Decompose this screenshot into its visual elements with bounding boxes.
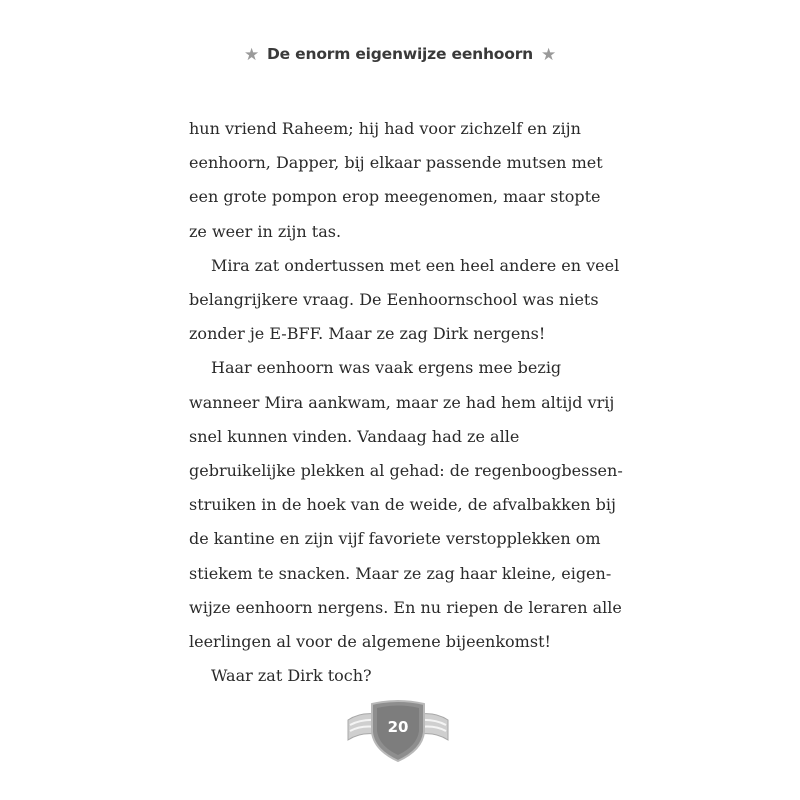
text-line: stiekem te snacken. Maar ze zag haar kleine, eigen- (189, 563, 612, 583)
text-line: hun vriend Raheem; hij had voor zichzelf en zijn (189, 119, 581, 138)
text-line: wijze eenhoorn nergens. En nu riepen de leraren alle (189, 597, 622, 617)
text-line: snel kunnen vinden. Vandaag had ze alle (189, 426, 520, 446)
text-line: wanneer Mira aankwam, maar ze had hem altijd vrij (189, 392, 615, 412)
text-line: gebruikelijke plekken al gehad: de regenboogbessen- (189, 461, 623, 481)
page-number: 20 (387, 718, 409, 736)
text-line: een grote pompon erop meegenomen, maar stopte (189, 187, 601, 207)
text-line: struiken in de hoek van de weide, de afvalbakken bij (189, 495, 616, 515)
text-line: belangrijkere vraag. De Eenhoornschool was niets (189, 290, 599, 310)
text-line: ze weer in zijn tas. (189, 221, 342, 241)
star-icon: ★ (540, 45, 557, 65)
running-header (0, 44, 800, 64)
text-line: eenhoorn, Dapper, bij elkaar passende mutsen met (189, 153, 603, 173)
text-line: Waar zat Dirk toch? (211, 666, 372, 686)
text-line: de kantine en zijn vijf favoriete verstopplekken om (189, 529, 601, 549)
text-line: Haar eenhoorn was vaak ergens mee bezig (211, 358, 562, 378)
body-text (189, 112, 623, 693)
page-number-badge (346, 698, 450, 762)
book-title: De enorm eigenwijze eenhoorn (267, 45, 533, 63)
text-line: Mira zat ondertussen met een heel andere en veel (211, 255, 620, 275)
text-line: leerlingen al voor de algemene bijeenkomst! (189, 632, 551, 652)
star-icon: ★ (243, 45, 259, 65)
text-line: zonder je E-BFF. Maar ze zag Dirk nergens! (189, 324, 546, 344)
